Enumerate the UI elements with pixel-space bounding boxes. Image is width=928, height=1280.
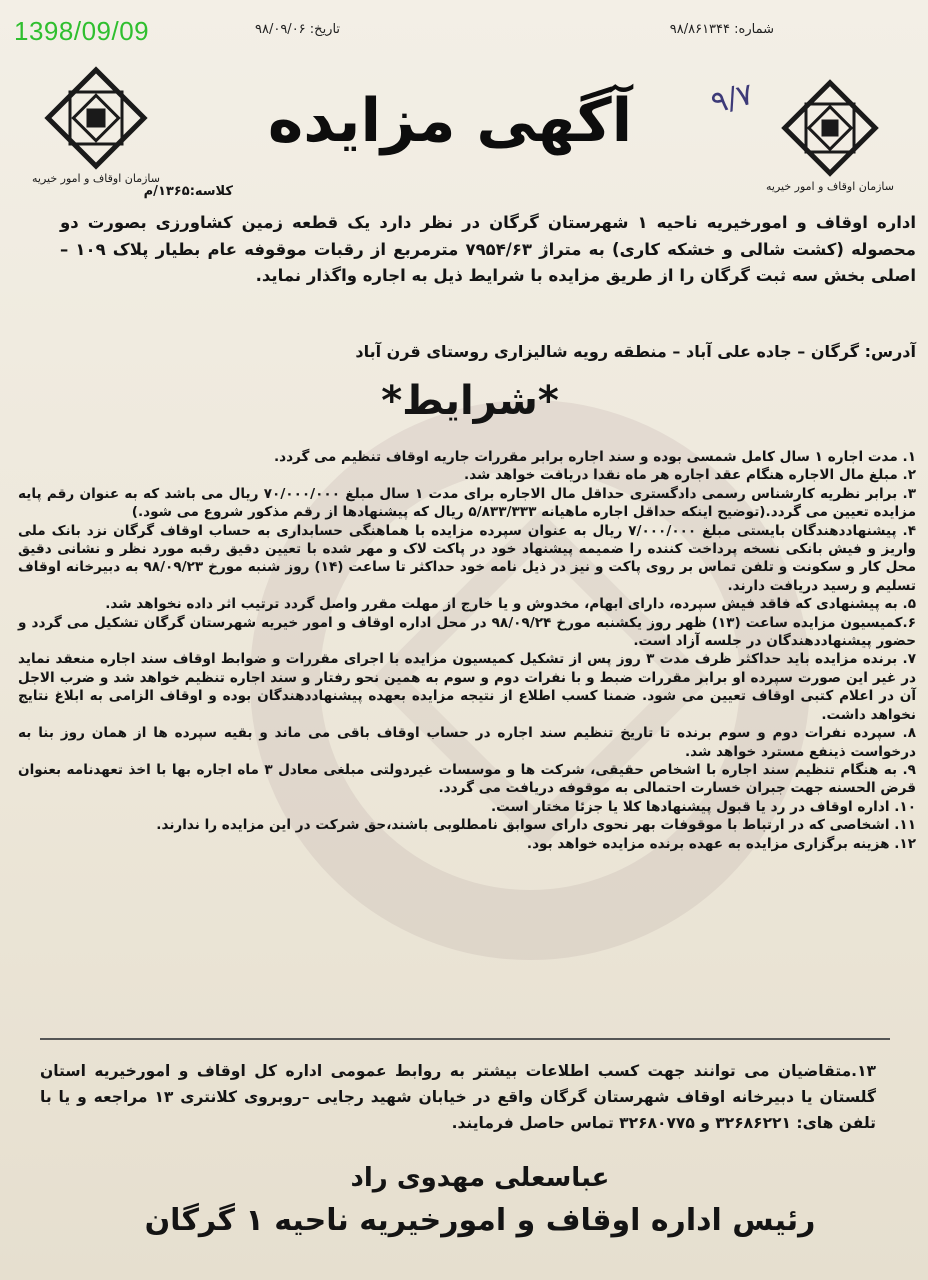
- stamp-date: 1398/09/09: [14, 16, 150, 46]
- condition-item: ۸. سپرده نفرات دوم و سوم برنده تا تاریخ تنظیم سند اجاره در حساب اوقاف باقی می ماند و بقیه سپرده ها از همان روز بنا به درخواست ذینفع مسترد خواهد شد.: [18, 725, 916, 760]
- condition-item: ۱. مدت اجاره ۱ سال کامل شمسی بوده و سند اجاره برابر مقررات جاریه اوقاف تنظیم می گردد.: [273, 449, 916, 465]
- awqaf-emblem-icon: [32, 72, 160, 192]
- condition-item: ۹. به هنگام تنظیم سند اجاره با اشخاص حقیقی، شرکت ها و موسسات غیردولتی مبلغی معادل ۳ ماه اجاره بها با اخذ تعهدنامه بعنوان قرض الحسنه جهت جبران خسارت احتمالی به موقوفه دریافت می گردد.: [18, 761, 916, 797]
- address-line: آدرس: گرگان – جاده علی آباد – منطقه رویه شالیزاری روستای قرن آباد: [355, 342, 916, 361]
- conditions-list: [18, 448, 916, 853]
- contact-note: ۱۳.متقاضیان می توانند جهت کسب اطلاعات بیشتر به روابط عمومی اداره کل اوقاف و امورخیریه استان گلستان یا دبیرخانه اوقاف شهرستان گرگان واقع در خیابان شهید رجایی –روبروی کلانتری ۱۳ مراجعه و یا با تلفن های: ۳۲۶۸۶۲۲۱ و ۳۲۶۸۰۷۷۵ تماس حاصل فرمایند.: [40, 1062, 876, 1132]
- date-label: تاریخ:: [309, 22, 341, 37]
- number-value: ۹۸/۸۶۱۳۴۴: [669, 22, 731, 37]
- date-field: [255, 22, 340, 37]
- number-field: [670, 22, 774, 37]
- handwritten-note: ۹/۷: [707, 76, 758, 121]
- divider: [40, 1038, 890, 1040]
- date-value: ۹۸/۰۹/۰۶: [255, 22, 306, 37]
- awqaf-emblem-icon: [766, 86, 894, 206]
- intro-paragraph: اداره اوقاف و امورخیریه ناحیه ۱ شهرستان گرگان در نظر دارد یک قطعه زمین کشاورزی بصورت دو محصوله (کشت شالی و خشکه کاری) به متراژ ۷۹۵۴/۶۳ مترمربع از رقبات موقوفه عام بطیار پلاک ۱۰۹ – اصلی بخش سه ثبت گرگان را از طریق مزایده با شرایط ذیل به اجاره واگذار نماید.: [60, 213, 916, 285]
- awqaf-logo-right: [766, 86, 894, 206]
- condition-item: ۴. پیشنهاددهندگان بایستی مبلغ ۷/۰۰۰/۰۰۰ ریال به عنوان سپرده مزایده با هماهنگی حسابداری به حساب اوقاف گرگان نزد بانک ملی واریز و فیش بانکی نسخه پرداخت کننده را ضمیمه پیشنهاد خود در پاکت لاک و مهر شده با تعیین دقیق رقبه مورد نظر و نشانی دقیق محل کار و سکونت و تلفن تماس بر روی پاکت و نیز در ذیل نامه خود حداکثر تا ساعت (۱۴) روز شنبه مورخ ۹۸/۰۹/۲۳ به دبیرخانه اوقاف تسلیم و رسید دریافت دارند.: [18, 522, 916, 594]
- condition-item: ۲. مبلغ مال الاجاره هنگام عقد اجاره هر ماه نقدا دریافت خواهد شد.: [464, 467, 916, 484]
- condition-item: ۳. برابر نظریه کارشناس رسمی دادگستری حداقل مال الاجاره برای مدت ۱ سال مبلغ ۷۰/۰۰۰/۰۰۰ ریال می باشد که به عنوان رقم پایه مزایده تعیین می گردد.(توضیح اینکه حداقل اجاره ماهیانه ۵/۸۳۳/۳۳۳ ریال که پیشنهادها از رقم مذکور شروع می شود.): [18, 485, 916, 521]
- logo-caption-right: سازمان اوقاف و امور خیریه: [766, 180, 894, 193]
- condition-item: ۱۰. اداره اوقاف در رد یا قبول پیشنهادها کلا یا جزئا مختار است.: [491, 798, 916, 815]
- condition-item: ۶.کمیسیون مزایده ساعت (۱۳) ظهر روز یکشنبه مورخ ۹۸/۰۹/۲۴ در محل اداره اوقاف و امور خیریه شهرستان گرگان تشکیل می گردد و حضور پیشنهاددهندگان در جلسه آزاد است.: [18, 614, 916, 650]
- conditions-heading: *شرایط*: [381, 378, 559, 424]
- awqaf-logo-left: [32, 72, 160, 192]
- class-number: کلاسه:۱۳۶۵/م: [143, 184, 233, 199]
- condition-item: ۱۱. اشخاصی که در ارتباط با موقوفات بهر نحوی دارای سوابق نامطلوبی باشند،حق شرکت در این مزایده را ندارند.: [156, 817, 916, 834]
- page-title: آگهی مزایده: [267, 86, 633, 156]
- condition-item: ۱۲. هزینه برگزاری مزایده به عهده برنده مزایده خواهد بود.: [526, 835, 916, 852]
- signer-title: رئیس اداره اوقاف و امورخیریه ناحیه ۱ گرگان: [144, 1203, 816, 1238]
- number-label: شماره:: [734, 22, 774, 37]
- condition-item: ۷. برنده مزایده باید حداکثر ظرف مدت ۳ روز پس از تشکیل کمیسیون مزایده با اجرای مقررات و ضوابط اوقاف سند اجاره منعقد نماید در غیر این صورت سپرده او برابر مقررات ضبط و با نفرات دوم و سوم به همین نحو رفتار و سند اجاره تنظیم خواهد شد و ضرب الاجل آن در اعلام کتبی اوقاف تعیین می شود. ضمنا کسب اطلاع از نتیجه مزایده بعهده پیشنهاددهندگان بوده و اوقاف الزامی به ابلاغ نتایج نخواهد داشت.: [18, 651, 916, 723]
- logo-caption-left: سازمان اوقاف و امور خیریه: [32, 172, 160, 185]
- signer-name: عباسعلی مهدوی راد: [350, 1163, 610, 1193]
- condition-item: ۵. به پیشنهادی که فاقد فیش سپرده، دارای ابهام، مخدوش و یا خارج از مهلت مقرر واصل گردد ترتیب اثر داده نخواهد شد.: [105, 596, 916, 613]
